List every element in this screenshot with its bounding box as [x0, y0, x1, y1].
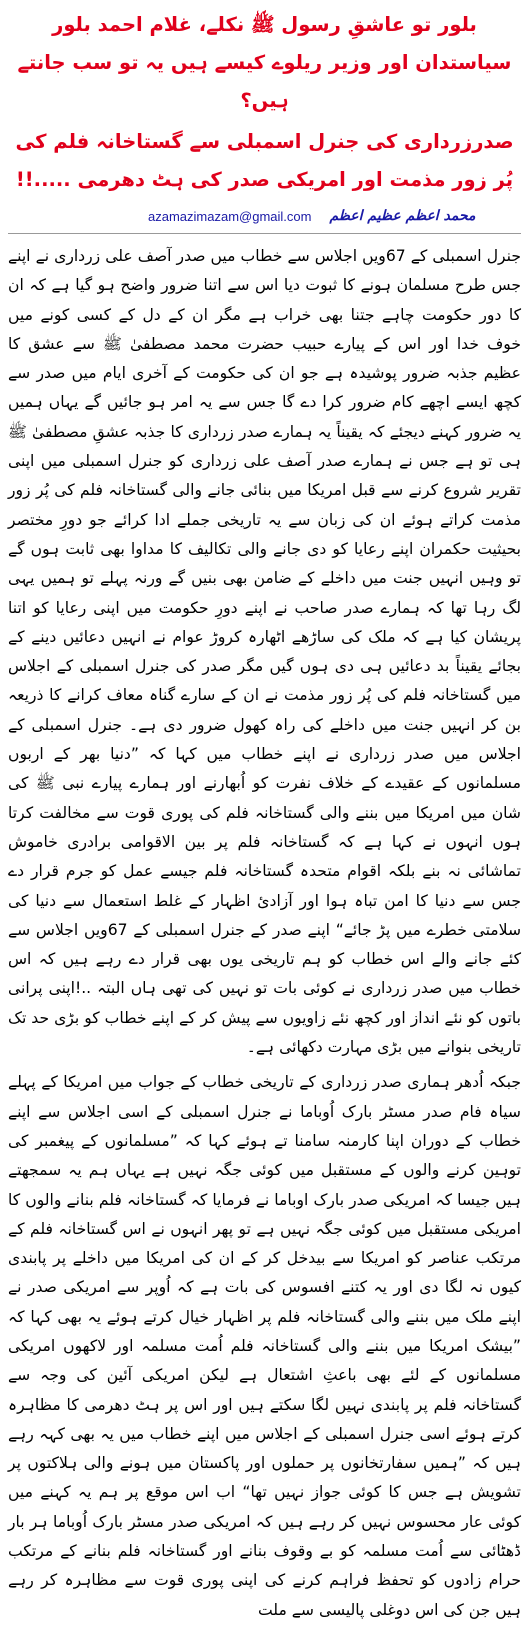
headline-sub: صدرزرداری کی جنرل اسمبلی سے گستاخانہ فلم کی پُر زور مذمت اور امریکی صدر کی ہٹ دھرمی .....!!	[15, 130, 514, 191]
divider	[8, 233, 521, 234]
author-email[interactable]: azamazimazam@gmail.com	[148, 208, 312, 224]
author-name: محمد اعظم عظیم اعظم	[329, 208, 476, 224]
article-paragraph: جنرل اسمبلی کے 67ویں اجلاس سے خطاب میں صدر آصف علی زرداری نے اپنے جس طرح مسلمان ہونے کا ثبوت دیا اس سے اتنا ضرور واضح ہو گیا ہے کہ ان کا دور حکومت چاہے جتنا بھی خراب ہے مگر ان کے دل کے کسی کونے میں خوف خدا اور اس کے پیارے حبیب حضرت محمد مصطفیٰ ﷺ سے عشق کا عظیم جذبہ ضرور پوشیدہ ہے جو ان کی حکومت کے آخری ایام میں صدر سے کچھ ایسے اچھے کام ضرور کرا دے گا جس سے یہ امر ہو جائیں گے یہاں ہمیں یہ ضرور کہنے دیجئے کہ یقیناً یہ ہمارے صدر زرداری کا جذبہ عشقِ مصطفیٰ ﷺ ہی تو ہے جس نے ہمارے صدر آصف علی زرداری کو جنرل اسمبلی میں اپنی تقریر شروع کرنے سے قبل امریکا میں بنائی جانے والی گستاخانہ فلم کی پُر زور مذمت کراتے ہوئے ان کی زبان سے یہ تاریخی جملے ادا کرائے جو دورِ مختصر بحیثیت حکمران اپنے رعایا کو دی جانے والی تکالیف کا مداوا بھی ثابت ہوں گے تو وہیں انہیں جنت میں داخلے کے ضامن بھی بنیں گے ورنہ پہلے تو ہمیں یہی لگ رہا تھا کہ ہمارے صدر صاحب نے اپنے دورِ حکومت میں اپنی رعایا کو اتنا پریشان کیا ہے کہ ملک کی ساڑھے اٹھارہ کروڑ عوام نے انہیں دعائیں دینے کے بجائے یقیناً بد دعائیں ہی دی ہوں گیں مگر صدر کی جنرل اسمبلی کے اجلاس میں گستاخانہ فلم کی پُر زور مذمت نے ان کے سارے گناہ معاف کرانے کا ذریعہ بن کر انہیں جنت میں داخلے کی راہ کھول ضرور دی ہے۔ جنرل اسمبلی کے اجلاس میں صدر زرداری نے اپنے خطاب میں کہا کہ ”دنیا بھر کے اربوں مسلمانوں کے عقیدے کے خلاف نفرت کو اُبھارنے اور ہمارے پیارے نبی ﷺ کی شان میں امریکا میں بننے والی گستاخانہ فلم کی پوری قوت سے مخالفت کرتا ہوں انہوں نے کہا ہے کہ گستاخانہ فلم پر بین الاقوامی برادری خاموش تماشائی نہ بنے بلکہ اقوام متحدہ گستاخانہ فلم جیسے عمل کو جرم قرار دے جس سے دنیا کا امن تباہ ہوا اور آزادیٔ اظہار کے غلط استعمال سے دنیا کی سلامتی خطرے میں پڑ جائے“ اپنے صدر کے جنرل اسمبلی کے 67ویں اجلاس سے کئے جانے والے اس خطاب کو ہم تاریخی یوں بھی قرار دے رہے ہیں کہ اس خطاب میں صدر زرداری نے کوئی بات تو نہیں کی تھی ہاں البتہ ..!اپنی پرانی باتوں کو نئے انداز اور کچھ نئے زاویوں سے پیش کر کے اپنے خطاب کو بڑی حد تک تاریخی بنوانے میں بڑی مہارت دکھائی ہے۔	[8, 247, 522, 1057]
article-paragraph: جبکہ اُدھر ہماری صدر زرداری کے تاریخی خطاب کے جواب میں امریکا کے پہلے سیاہ فام صدر مسٹر بارک اُوباما نے جنرل اسمبلی کے اسی اجلاس سے اپنے خطاب کے دوران اپنا کارمنہ سامنا تے ہوئے کہا کہ ”مسلمانوں کے پیغمبر کی توہین کرنے والوں کے مستقبل میں کوئی جگہ نہیں ہے یہاں ہم یہ سمجھتے ہیں جیسا کہ امریکی صدر بارک اوباما نے فرمایا کہ گستاخانہ فلم بنانے والوں کا امریکی مستقبل میں کوئی جگہ نہیں ہے تو پھر انہوں نے اس گستاخانہ فلم کے مرتکب عناصر کو امریکا سے بیدخل کر کے ان کی امریکا میں داخلے پر پابندی کیوں نہ لگا دی اور یہ کتنے افسوس کی بات ہے کہ اُوپر سے امریکی صدر نے اپنے ملک میں بننے والی گستاخانہ فلم پر اظہار خیال کرتے ہوئے یہ بھی کہا کہ ”بیشک امریکا میں بننے والی گستاخانہ فلم اُمت مسلمہ اور لاکھوں امریکی مسلمانوں کے لئے بھی باعثِ اشتعال ہے لیکن امریکی آئین کی وجہ سے گستاخانہ فلم پر پابندی نہیں لگا سکتے ہیں اور اس پر ہٹ دھرمی کا مظاہرہ کرتے ہوئے اسی جنرل اسمبلی کے اجلاس میں اپنے خطاب میں یہ بھی کہہ رہے ہیں کہ ”ہمیں سفارتخانوں پر حملوں اور پاکستان میں ہونے والی ہلاکتوں پر تشویش ہے جس کا کوئی جواز نہیں تھا“ اب اس موقع پر ہم یہ کہنے میں کوئی عار محسوس نہیں کر رہے ہیں کہ امریکی صدر مسٹر بارک اُوباما ہر بار ڈھٹائی سے اُمت مسلمہ کو بے وقوف بنانے اور گستاخانہ فلم بنانے کے مرتکب حرام زادوں کو تحفظ فراہم کرنے کی اپنی پوری قوت سے مظاہرہ کر رہے ہیں جن کی اس دوغلی پالیسی سے ملت	[8, 1073, 521, 1619]
headline-main: بلور تو عاشقِ رسول ﷺ نکلے، غلام احمد بلور سیاستدان اور وزیر ریلوے کیسے ہیں یہ تو سب جانتے ہیں؟	[17, 13, 512, 112]
byline	[148, 201, 521, 231]
